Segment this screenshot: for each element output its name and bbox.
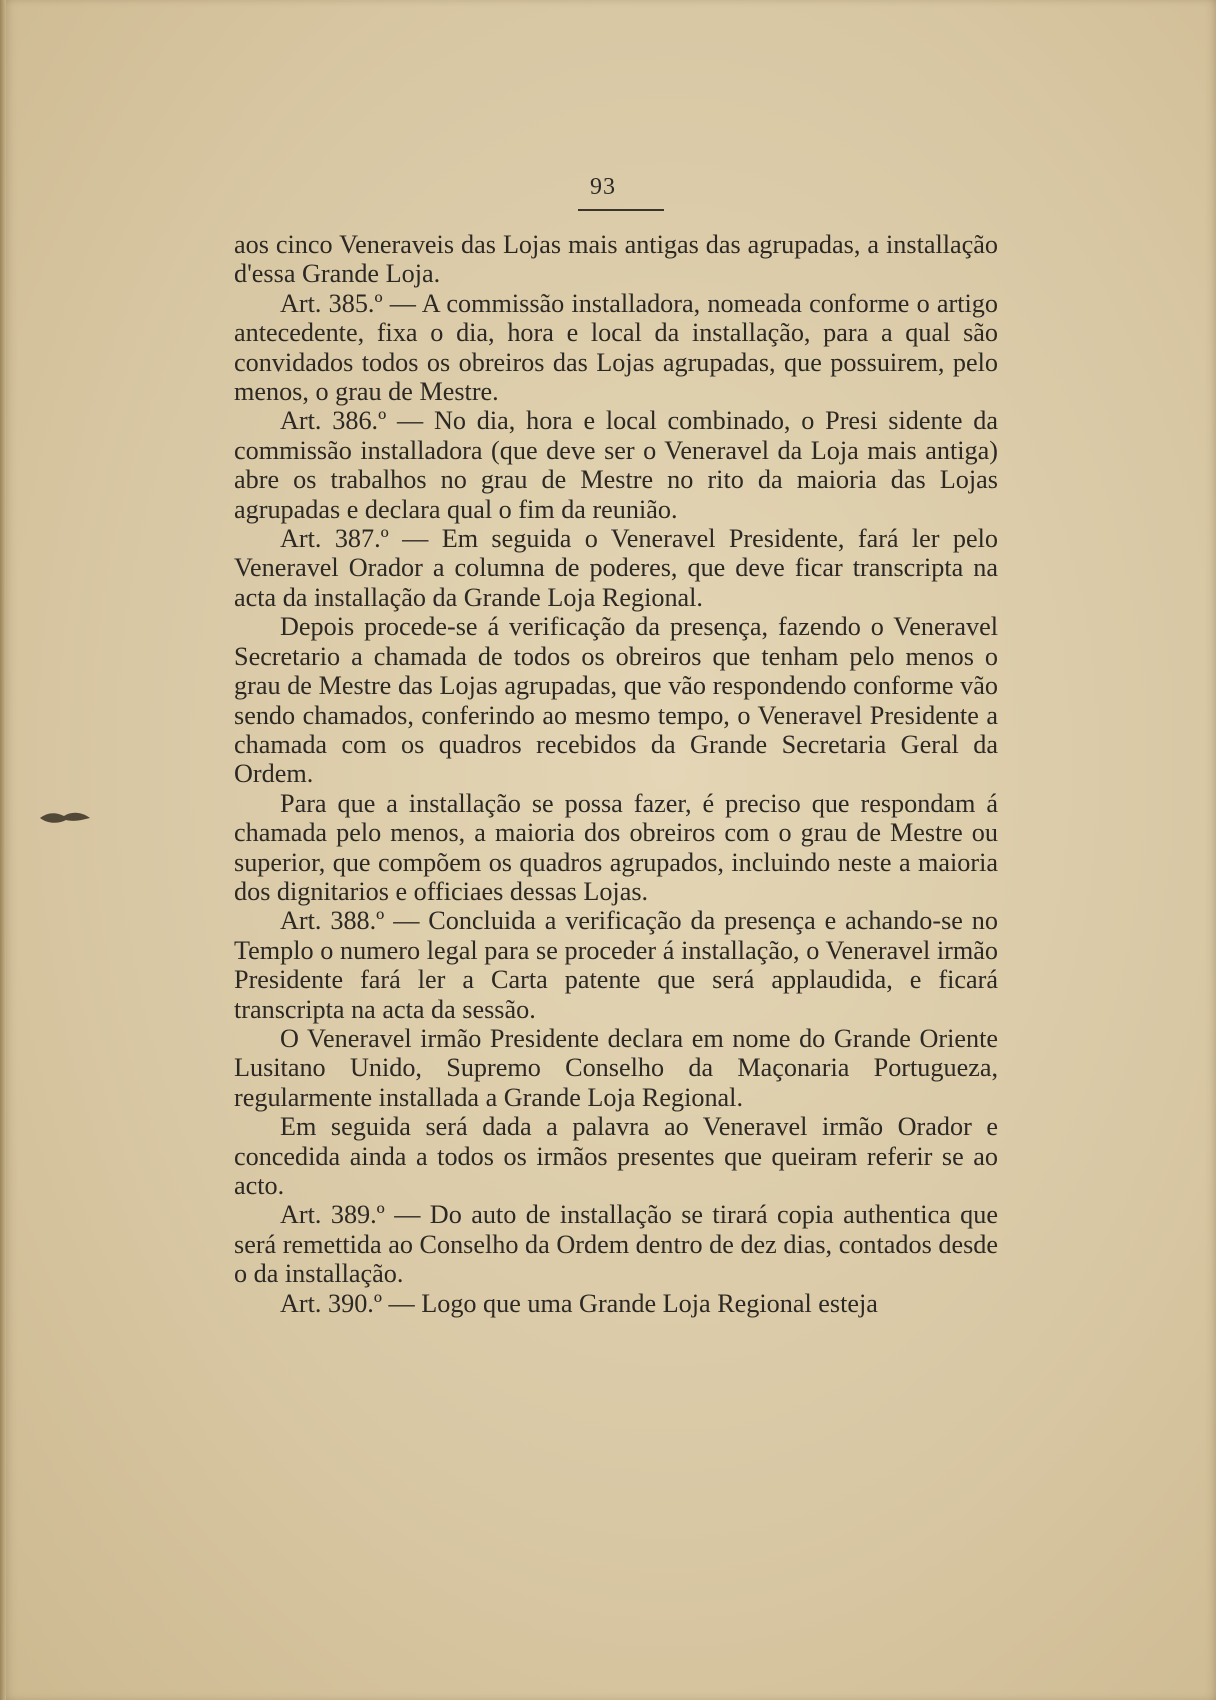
paragraph-art-388: Art. 388.º — Concluida a verificação da presença e achando-se no Templo o numero legal para se proceder á installação, o Veneravel irmão Presidente fará ler a Carta patente que será applaudida, e ficará transcripta na acta da sessão. [234,906,998,1024]
paragraph-art-390: Art. 390.º — Logo que uma Grande Loja Regional esteja [280,1288,878,1318]
paragraph-declaracao: O Veneravel irmão Presidente declara em nome do Grande Oriente Lusitano Unido, Supremo Conselho da Maçonaria Portugueza, regularmente installada a Grande Loja Regional. [234,1023,998,1112]
paragraph-art-385: Art. 385.º — A commissão installadora, nomeada conforme o artigo antecedente, fixa o dia, hora e local da installação, para a qual são convidados todos os obreiros das Lojas agrupadas, que possuirem, pelo menos, o grau de Mestre. [234,288,998,407]
paragraph-1: aos cinco Veneraveis das Lojas mais antigas das agrupadas, a installação d'essa Grande Loja. [234,230,998,289]
paragraph-verificacao: Depois procede-se á verificação da presença, fazendo o Veneravel Secretario a chamada de todos os obreiros que tenham pelo menos o grau de Mestre das Lojas agrupadas, que vão respondendo conforme vão sendo chamados, conferindo ao mesmo tempo, o Veneravel Presidente a chamada com os quadros recebidos da Grande Secretaria Geral da Ordem. [234,612,998,789]
paragraph-art-387: Art. 387.º — Em seguida o Veneravel Presidente, fará ler pelo Veneravel Orador a columna de poderes, que deve ficar transcripta na acta da installação da Grande Loja Regional. [234,524,998,612]
margin-ornament-mark [38,806,92,830]
body-text [234,230,998,1318]
paragraph-art-389: Art. 389.º — Do auto de installação se tirará copia authentica que será remettida ao Conselho da Ordem dentro de dez dias, contados desde o da installação. [234,1200,998,1289]
paragraph-installacao: Para que a installação se possa fazer, é preciso que respondam á chamada pelo menos, a maioria dos obreiros com o grau de Mestre ou superior, que compõem os quadros agrupados, incluindo neste a maioria dos dignitarios e officiaes dessas Lojas. [234,788,998,906]
paragraph-art-386: Art. 386.º — No dia, hora e local combinado, o Presi sidente da commissão installadora (que deve ser o Veneravel da Loja mais antiga) abre os trabalhos no grau de Mestre no rito da maioria das Lojas agrupadas e declara qual o fim da reunião. [234,406,998,524]
page-number-rule [578,209,664,211]
page-edge-shadow [0,0,6,1700]
paragraph-orador: Em seguida será dada a palavra ao Veneravel irmão Orador e concedida ainda a todos os irmãos presentes que queiram referir se ao acto. [234,1112,998,1200]
page-number: 93 [590,174,616,200]
